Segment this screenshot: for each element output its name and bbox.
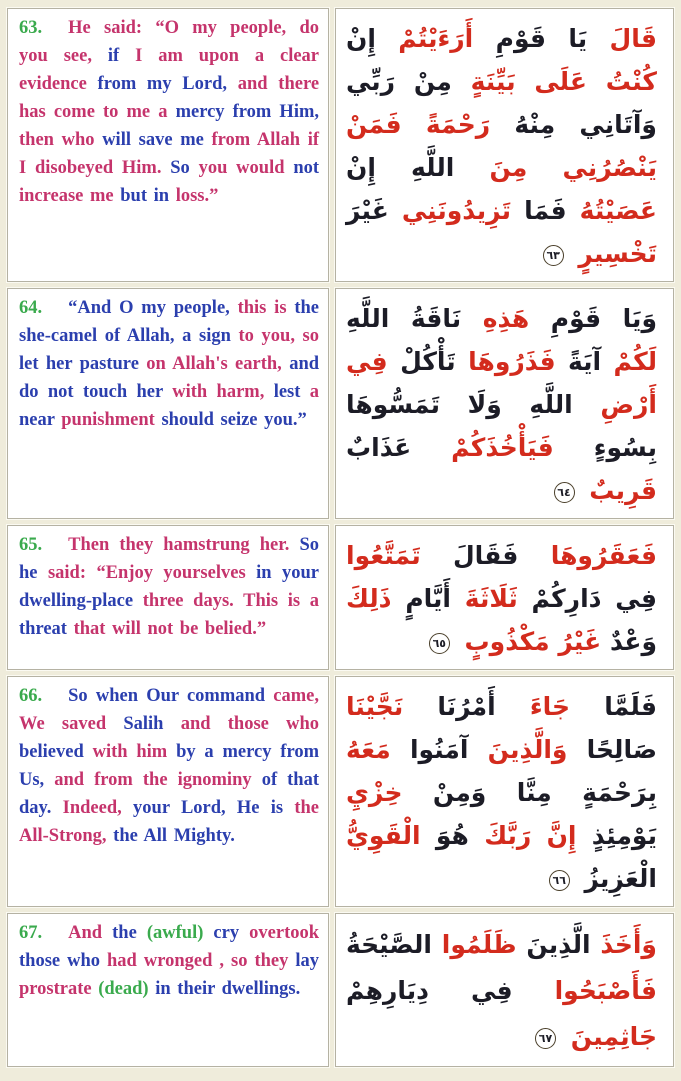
- english-text: [19, 298, 319, 430]
- arabic-word: فَمَا: [524, 196, 567, 225]
- english-segment: and there has come to me a: [19, 74, 320, 122]
- english-segment: not: [293, 158, 320, 178]
- arabic-text: [346, 541, 657, 656]
- english-segment: those who: [19, 951, 101, 971]
- arabic-word: فَيَأْخُذَكُمْ: [451, 433, 554, 462]
- arabic-word: اللَّهِ: [346, 304, 390, 333]
- english-segment: So when Our command: [68, 686, 266, 706]
- english-segment: loss.”: [175, 186, 219, 206]
- arabic-word: اللَّهِ: [411, 153, 455, 182]
- english-segment: should seize you.”: [161, 410, 307, 430]
- english-text: [19, 18, 319, 206]
- arabic-word: ظَلَمُوا: [441, 930, 517, 959]
- english-segment: in their dwellings.: [155, 979, 301, 999]
- english-segment: by a mercy from Us,: [19, 742, 320, 790]
- english-segment: near: [19, 410, 55, 430]
- arabic-word: قَالَ: [609, 24, 657, 53]
- english-segment: cry: [213, 923, 240, 943]
- ayah-end-marker: ٦٦: [549, 870, 570, 891]
- english-segment: from my Lord,: [97, 74, 228, 94]
- verse-table: [7, 8, 674, 1067]
- english-segment: this is: [237, 298, 287, 318]
- arabic-word: وَأَخَذَ: [600, 930, 657, 959]
- arabic-word: إِنَّ: [546, 821, 577, 850]
- arabic-word: يَا قَوْمِ: [495, 24, 588, 53]
- verse-number: 65.: [19, 535, 43, 555]
- arabic-word: مِنْهُ: [514, 110, 556, 139]
- english-segment: came, We saved: [19, 686, 319, 734]
- arabic-word: نَجَّيْنَا: [346, 692, 404, 721]
- english-segment: but in: [120, 186, 170, 206]
- arabic-word: تَمَسُّوهَا: [346, 390, 440, 419]
- english-segment: will save me: [102, 130, 204, 150]
- arabic-text-cell: [335, 525, 674, 670]
- arabic-word: فَقَالَ: [452, 541, 519, 570]
- arabic-text-cell: [335, 8, 674, 282]
- english-segment: “And O my people,: [68, 298, 230, 318]
- english-segment: the All-Strong,: [19, 798, 320, 846]
- arabic-word: رَبَّكَ: [484, 821, 532, 850]
- english-segment: the All Mighty.: [113, 826, 235, 846]
- english-segment: to you, so: [238, 326, 320, 346]
- verse-row: [7, 8, 674, 282]
- arabic-word: أَيَّامٍ: [405, 584, 451, 613]
- english-segment: lay: [295, 951, 319, 971]
- arabic-word: قَرِيبٌ: [589, 476, 657, 505]
- arabic-word: عَذَابٌ: [346, 433, 412, 462]
- english-segment: three days. This is a: [142, 591, 320, 611]
- arabic-word: خِزْيِ: [346, 778, 403, 807]
- english-segment: in your dwelling-place: [19, 563, 319, 611]
- english-segment: a: [309, 382, 320, 402]
- english-translation-cell: [7, 288, 329, 519]
- english-segment: overtook: [249, 923, 320, 943]
- arabic-text: [346, 692, 657, 893]
- english-segment: mercy from Him,: [175, 102, 319, 122]
- verse-row: [7, 676, 674, 907]
- verse-row: [7, 913, 674, 1067]
- arabic-word: دِيَارِهِمْ: [346, 976, 429, 1005]
- english-segment: and those who: [180, 714, 320, 734]
- arabic-text-cell: [335, 913, 674, 1067]
- english-segment: and do not touch her: [19, 354, 320, 402]
- arabic-word: كُنْتُ: [605, 67, 657, 96]
- arabic-word: يَنْصُرُنِي: [562, 153, 657, 182]
- arabic-word: تَخْسِيرٍ: [578, 239, 657, 268]
- arabic-word: هُوَ: [435, 821, 469, 850]
- english-segment: So: [170, 158, 190, 178]
- arabic-word: مِنَّا: [516, 778, 552, 807]
- english-segment: (dead): [98, 979, 149, 999]
- english-segment: that will not be belied.”: [73, 619, 267, 639]
- arabic-word: عَصَيْتُهُ: [579, 196, 657, 225]
- english-translation-cell: [7, 8, 329, 282]
- english-segment: punishment: [61, 410, 155, 430]
- english-segment: I am upon a clear evidence: [19, 46, 320, 94]
- english-segment: had wronged , so they: [107, 951, 289, 971]
- verse-row: [7, 288, 674, 519]
- english-segment: He said: “O my people, do you see,: [19, 18, 319, 66]
- arabic-word: وَمِنْ: [432, 778, 487, 807]
- arabic-word: ذَلِكَ: [346, 584, 392, 613]
- arabic-word: بِسُوءٍ: [593, 433, 657, 462]
- english-translation-cell: [7, 525, 329, 670]
- arabic-text: [346, 24, 657, 268]
- arabic-word: لَكُمْ: [613, 347, 657, 376]
- arabic-word: جَاءَ: [529, 692, 571, 721]
- arabic-word: مِنْ: [413, 67, 452, 96]
- arabic-text-cell: [335, 676, 674, 907]
- arabic-word: مَكْذُوبٍ: [464, 627, 550, 656]
- verse-number: 66.: [19, 686, 43, 706]
- arabic-word: فَمَنْ: [346, 110, 402, 139]
- arabic-word: الَّذِينَ: [526, 930, 591, 959]
- english-segment: with him: [92, 742, 168, 762]
- english-segment: on Allah's earth,: [146, 354, 282, 374]
- arabic-word: اللَّهِ: [529, 390, 573, 419]
- english-segment: prostrate: [19, 979, 92, 999]
- arabic-word: مِنَ: [489, 153, 528, 182]
- arabic-word: هَذِهِ: [482, 304, 530, 333]
- verse-number: 63.: [19, 18, 43, 38]
- ayah-end-marker: ٦٣: [543, 245, 564, 266]
- english-segment: said: “Enjoy yourselves: [47, 563, 246, 583]
- verse-number: 67.: [19, 923, 43, 943]
- arabic-word: وَيَا قَوْمِ: [550, 304, 657, 333]
- arabic-word: رَحْمَةً: [425, 110, 491, 139]
- arabic-text: [346, 930, 657, 1051]
- english-segment: Indeed,: [62, 798, 122, 818]
- arabic-word: إِنْ: [346, 24, 376, 53]
- english-segment: Then they hamstrung her.: [68, 535, 290, 555]
- english-segment: let her pasture: [19, 354, 139, 374]
- english-segment: And: [68, 923, 103, 943]
- arabic-word: عَلَى: [534, 67, 587, 96]
- arabic-word: فِي: [346, 347, 388, 376]
- english-segment: (awful): [146, 923, 204, 943]
- arabic-word: يَوْمِئِذٍ: [591, 821, 657, 850]
- arabic-word: وَآتَانِي: [579, 110, 657, 139]
- arabic-word: آيَةً: [567, 347, 602, 376]
- arabic-word: أَرْضِ: [600, 390, 657, 419]
- english-segment: Salih: [123, 714, 164, 734]
- english-translation-cell: [7, 913, 329, 1067]
- english-segment: then who: [19, 130, 95, 150]
- arabic-word: فَلَمَّا: [604, 692, 657, 721]
- english-segment: the: [112, 923, 137, 943]
- arabic-word: آمَنُوا: [409, 735, 469, 764]
- arabic-word: بِرَحْمَةٍ: [582, 778, 657, 807]
- english-text: [19, 686, 319, 846]
- ayah-end-marker: ٦٧: [535, 1028, 556, 1049]
- arabic-word: أَمْرُنَا: [437, 692, 496, 721]
- arabic-word: ثَلَاثَةَ: [464, 584, 518, 613]
- english-segment: if: [107, 46, 120, 66]
- english-segment: with harm,: [172, 382, 265, 402]
- english-segment: and from the ignominy: [54, 770, 252, 790]
- arabic-word: فَعَقَرُوهَا: [550, 541, 657, 570]
- english-segment: of that day.: [19, 770, 320, 818]
- english-segment: from Allah if I disobeyed Him.: [19, 130, 320, 178]
- verse-number: 64.: [19, 298, 43, 318]
- arabic-word: وَالَّذِينَ: [487, 735, 568, 764]
- arabic-word: صَالِحًا: [586, 735, 657, 764]
- arabic-word: الصَّيْحَةُ: [346, 930, 432, 959]
- english-segment: believed: [19, 742, 84, 762]
- arabic-word: فِي: [615, 584, 657, 613]
- arabic-text-cell: [335, 288, 674, 519]
- arabic-word: جَاثِمِينَ: [570, 1022, 657, 1051]
- english-segment: the she-camel of Allah, a sign: [19, 298, 320, 346]
- arabic-word: مَعَهُ: [346, 735, 391, 764]
- arabic-word: دَارِكُمْ: [531, 584, 602, 613]
- arabic-word: تَزِيدُونَنِي: [401, 196, 512, 225]
- english-segment: you would: [198, 158, 285, 178]
- arabic-word: إِنْ: [346, 153, 376, 182]
- english-segment: lest: [273, 382, 301, 402]
- ayah-end-marker: ٦٤: [554, 482, 575, 503]
- arabic-word: فَأَصْبَحُوا: [554, 976, 657, 1005]
- english-segment: threat: [19, 619, 67, 639]
- verse-row: [7, 525, 674, 670]
- arabic-word: فَذَرُوهَا: [468, 347, 556, 376]
- arabic-word: الْعَزِيزُ: [584, 864, 657, 893]
- arabic-word: غَيْرَ: [346, 196, 389, 225]
- arabic-word: تَمَتَّعُوا: [346, 541, 421, 570]
- arabic-text: [346, 304, 657, 505]
- english-segment: So he: [19, 535, 319, 583]
- arabic-word: بَيِّنَةٍ: [470, 67, 516, 96]
- english-text: [19, 923, 319, 999]
- arabic-word: الْقَوِيُّ: [346, 821, 421, 850]
- arabic-word: تَأْكُلْ: [400, 347, 456, 376]
- english-segment: your Lord, He is: [133, 798, 284, 818]
- english-translation-cell: [7, 676, 329, 907]
- english-text: [19, 535, 319, 639]
- arabic-word: وَلَا: [467, 390, 502, 419]
- arabic-word: غَيْرُ: [558, 627, 602, 656]
- arabic-word: رَبِّي: [346, 67, 396, 96]
- ayah-end-marker: ٦٥: [429, 633, 450, 654]
- english-segment: increase me: [19, 186, 114, 206]
- arabic-word: أَرَءَيْتُمْ: [398, 24, 474, 53]
- arabic-word: وَعْدٌ: [609, 627, 657, 656]
- arabic-word: نَاقَةُ: [410, 304, 462, 333]
- arabic-word: فِي: [470, 976, 513, 1005]
